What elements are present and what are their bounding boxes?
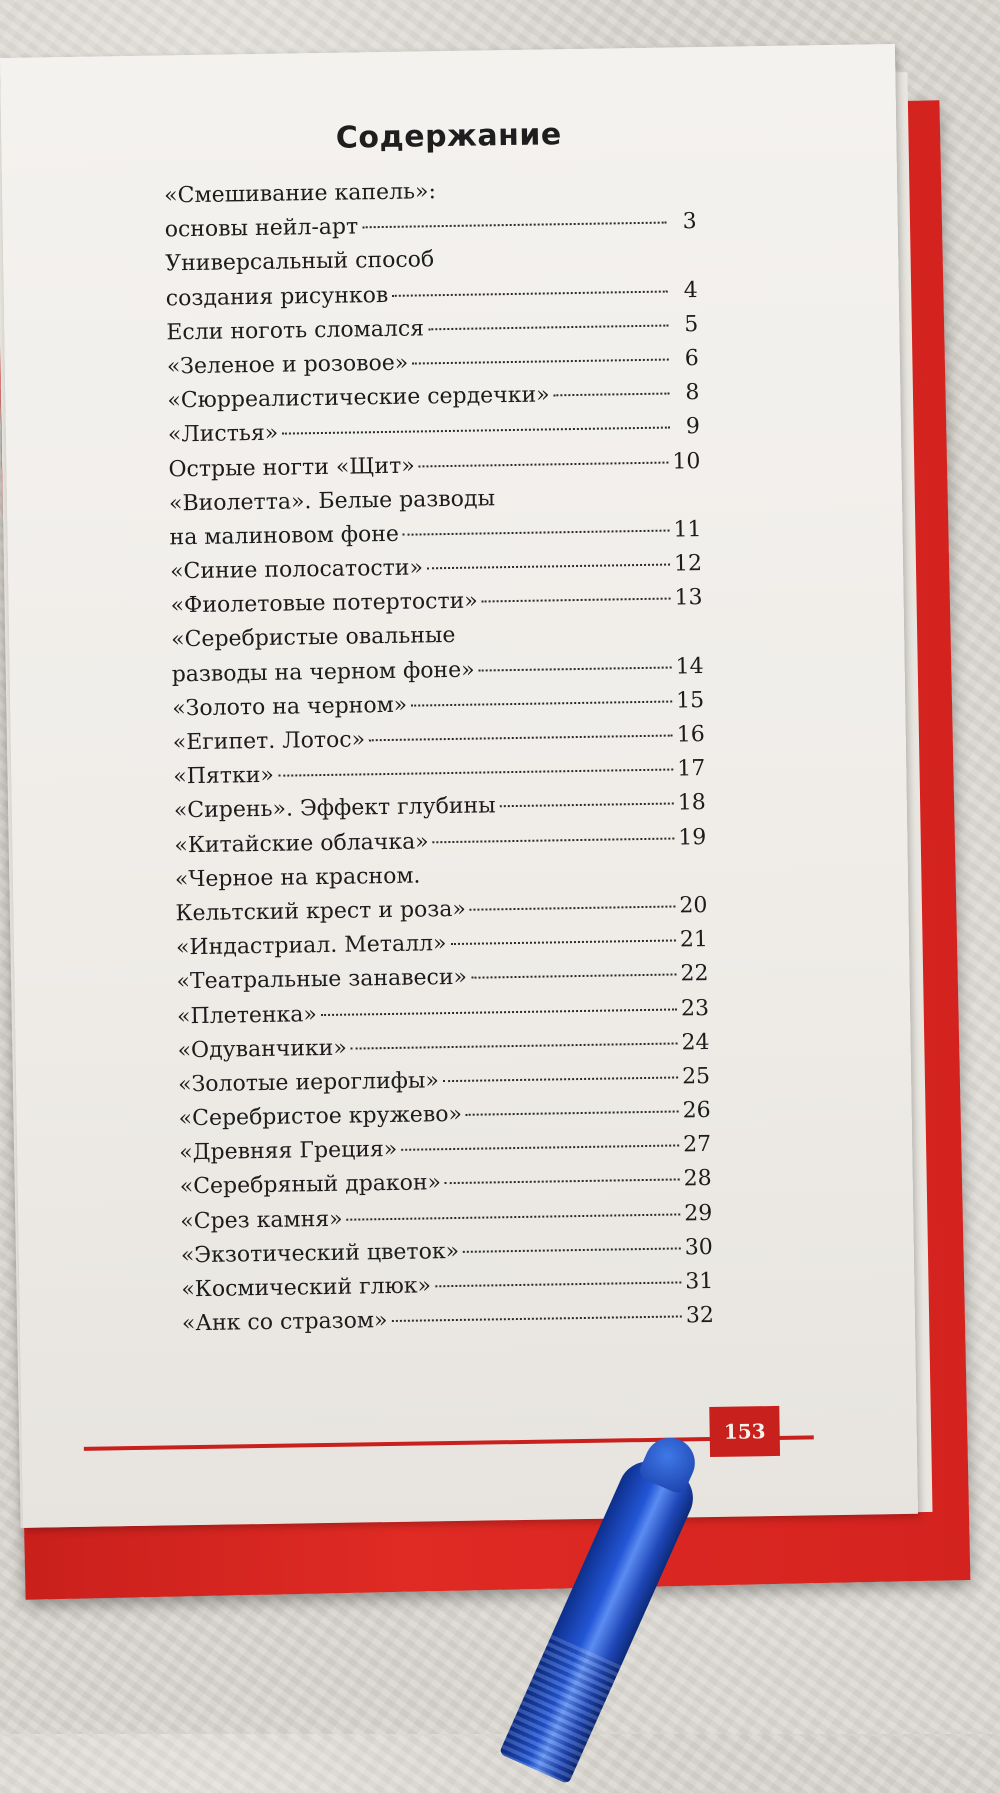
toc-entry-page: 27 — [682, 1132, 712, 1158]
toc-entry-title: Острые ногти «Щит» — [168, 453, 415, 482]
toc-leader-dots — [500, 803, 674, 808]
toc-entry-page: 4 — [683, 277, 698, 303]
toc-leader-dots — [278, 769, 673, 777]
toc-entry-page: 32 — [685, 1303, 715, 1329]
toc-entry-title: «Листья» — [167, 420, 279, 448]
toc-leader-dots — [321, 1008, 677, 1016]
toc-leader-dots — [463, 1247, 681, 1252]
toc-entry-page: 21 — [679, 927, 709, 953]
table-of-contents — [164, 171, 714, 1342]
toc-entry-title: «Сюрреалистические сердечки» — [167, 382, 550, 414]
toc-entry-page: 11 — [673, 516, 702, 543]
toc-entry-page: 8 — [685, 380, 700, 406]
toc-entry-title: «Синие полосатости» — [169, 555, 424, 585]
toc-entry-page: 30 — [684, 1234, 713, 1261]
toc-leader-dots — [412, 358, 669, 364]
footer-rule — [84, 1435, 814, 1450]
toc-entry-page: 17 — [677, 756, 706, 782]
toc-entry-page: 18 — [677, 790, 706, 816]
toc-leader-dots — [471, 974, 676, 979]
toc-entry-title: «Сирень». Эффект глубины — [173, 793, 496, 824]
toc-entry-title: создания рисунков — [165, 282, 389, 311]
toc-entry-title: «Серебристые овальные — [170, 623, 456, 653]
toc-leader-dots — [479, 666, 672, 671]
toc-entry-title: «Китайские облачка» — [174, 828, 429, 858]
toc-entry-title: «Виолетта». Белые разводы — [168, 485, 496, 517]
toc-entry-title: «Серебристое кружево» — [178, 1101, 463, 1132]
toc-entry-page: 16 — [676, 722, 705, 748]
toc-leader-dots — [403, 529, 670, 535]
toc-entry-page: 10 — [672, 448, 701, 474]
toc-entry-title: «Индастриал. Металл» — [175, 931, 447, 961]
toc-entry-title: «Пятки» — [173, 762, 275, 790]
toc-entry-page: 26 — [682, 1098, 711, 1124]
toc-entry-title: «Смешивание капель»: — [163, 179, 437, 209]
toc-leader-dots — [391, 1316, 681, 1323]
toc-entry-page: 31 — [685, 1268, 714, 1295]
toc-entry-page: 19 — [678, 824, 707, 851]
toc-entry-title: «Черное на красном. — [174, 863, 421, 893]
toc-leader-dots — [347, 1213, 681, 1220]
toc-entry-title: «Египет. Лотос» — [172, 727, 366, 756]
toc-entry-page: 3 — [682, 209, 697, 235]
toc-entry-page: 12 — [673, 551, 703, 577]
toc-entry-title: Кельтский крест и роза» — [175, 896, 467, 927]
toc-leader-dots — [445, 1179, 680, 1185]
toc-entry-title: Универсальный способ — [165, 247, 435, 277]
toc-leader-dots — [427, 564, 670, 570]
toc-leader-dots — [369, 735, 673, 742]
toc-entry-title: основы нейл-арт — [164, 214, 359, 243]
toc-entry-page: 15 — [675, 687, 705, 714]
toc-entry-title: «Срез камня» — [180, 1206, 343, 1234]
toc-entry-page: 23 — [680, 995, 710, 1021]
toc-leader-dots — [419, 461, 669, 467]
toc-leader-dots — [392, 290, 668, 296]
toc-entry-title: «Плетенка» — [176, 1001, 318, 1029]
toc-leader-dots — [362, 222, 666, 229]
toc-entry-title: «Зеленое и розовое» — [166, 350, 409, 380]
toc-entry-title: «Серебряный дракон» — [179, 1170, 442, 1200]
toc-entry-title: «Экзотический цветок» — [180, 1238, 460, 1269]
toc-entry-page: 24 — [681, 1029, 710, 1056]
toc-entry-title: «Золотые иероглифы» — [177, 1068, 440, 1098]
toc-entry-page: 13 — [674, 585, 703, 611]
toc-leader-dots — [351, 1042, 678, 1049]
toc-entry-page: 28 — [683, 1166, 712, 1192]
toc-entry-title: «Древняя Греция» — [179, 1137, 398, 1166]
pen-grip — [499, 1635, 621, 1785]
toc-entry-page: 22 — [680, 961, 709, 987]
toc-entry-page: 14 — [675, 653, 704, 680]
toc-leader-dots — [470, 905, 676, 910]
book-page — [0, 44, 918, 1528]
toc-entry-title: «Космический глюк» — [181, 1273, 432, 1303]
toc-leader-dots — [482, 598, 671, 603]
toc-entry-title: «Одуванчики» — [177, 1035, 348, 1064]
toc-leader-dots — [554, 393, 670, 397]
toc-entry-title: разводы на черном фоне» — [171, 657, 475, 688]
toc-leader-dots — [443, 1076, 678, 1082]
toc-leader-dots — [433, 837, 675, 843]
toc-entry-title: «Золото на черном» — [172, 692, 408, 722]
toc-leader-dots — [428, 324, 668, 330]
toc-entry-title: «Анк со стразом» — [181, 1308, 388, 1337]
toc-entry-title: «Фиолетовые потертости» — [170, 588, 478, 619]
toc-entry-page: 25 — [681, 1063, 711, 1090]
toc-entry-page: 20 — [679, 892, 708, 919]
toc-entry-page: 29 — [684, 1200, 713, 1227]
toc-leader-dots — [435, 1281, 681, 1287]
toc-entry-title: «Театральные занавеси» — [176, 965, 468, 995]
page-title: Содержание — [335, 117, 562, 156]
toc-entry-title: на малиновом фоне — [169, 521, 400, 551]
toc-entry-title: Если ноготь сломался — [166, 316, 425, 346]
toc-entry-page: 5 — [684, 311, 699, 338]
toc-leader-dots — [401, 1145, 679, 1151]
toc-leader-dots — [282, 427, 670, 435]
toc-leader-dots — [466, 1111, 679, 1116]
toc-entry-page: 6 — [684, 345, 700, 372]
toc-leader-dots — [450, 940, 675, 946]
toc-entry — [182, 1299, 714, 1342]
toc-entry-page: 9 — [685, 414, 701, 440]
page-number-badge: 153 — [709, 1406, 780, 1457]
toc-leader-dots — [411, 700, 672, 706]
